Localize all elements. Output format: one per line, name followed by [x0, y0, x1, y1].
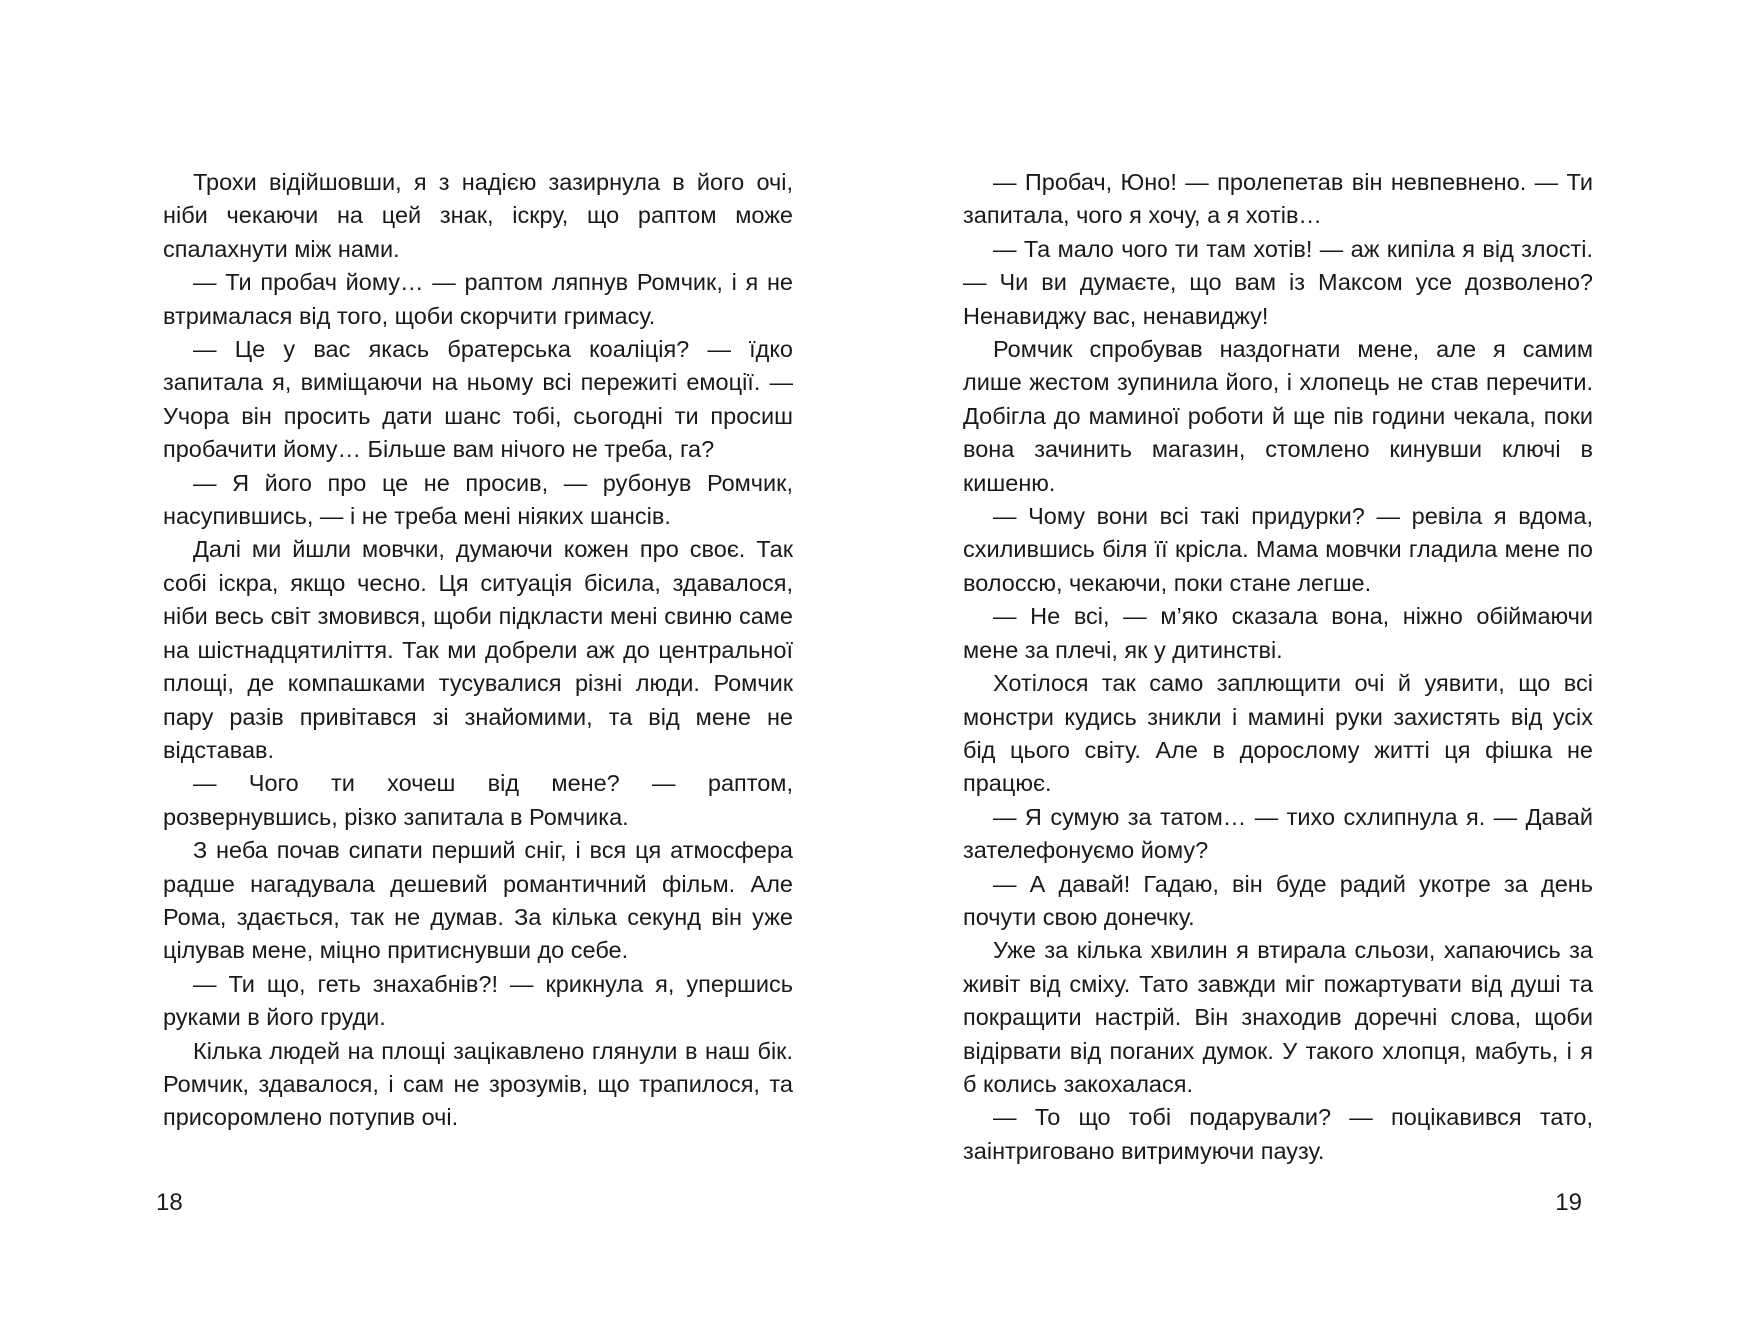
- paragraph: — Не всі, — м’яко сказала вона, ніжно обіймаючи мене за плечі, як у дитинстві.: [963, 603, 1593, 663]
- page-number: 19: [1555, 1189, 1582, 1216]
- left-page-text: [163, 166, 793, 1135]
- paragraph: — Чому вони всі такі придурки? — ревіла я вдома, схилившись біля її крісла. Мама мовчки гладила мене по волоссю, чекаючи, поки стане легше.: [963, 503, 1593, 596]
- paragraph: — Пробач, Юно! — пролепетав він невпевнено. — Ти запитала, чого я хочу, а я хотів…: [963, 169, 1593, 229]
- paragraph: — Ти що, геть знахабнів?! — крикнула я, упершись руками в його груди.: [163, 970, 793, 1031]
- paragraph: З неба почав сипати перший сніг, і вся ця атмосфера радше нагадувала дешевий романтичний фільм. Але Рома, здається, так не думав. За кілька секунд він уже цілував мене, міцно притиснувши до себе.: [163, 837, 793, 964]
- paragraph: — Я сумую за татом… — тихо схлипнула я. — Давай зателефонуємо йому?: [963, 803, 1593, 864]
- paragraph: — Та мало чого ти там хотів! — аж кипіла я від злості. — Чи ви думаєте, що вам із Максом усе дозволено? Ненавиджу вас, ненавиджу!: [963, 235, 1593, 329]
- left-page: [0, 0, 874, 1329]
- paragraph: — Ти пробач йому… — раптом ляпнув Ромчик, і я не втрималася від того, щоби скорчити гримасу.: [163, 269, 793, 329]
- right-page: [875, 0, 1749, 1329]
- paragraph: Уже за кілька хвилин я втирала сльози, хапаючись за живіт від сміху. Тато завжди міг пожартувати від душі та покращити настрій. Він знаходив доречні слова, щоби відірвати від поганих думок. У такого хлопця, мабуть, і я б колись закохалася.: [963, 937, 1593, 1097]
- right-page-text: [963, 166, 1593, 1168]
- paragraph: Ромчик спробував наздогнати мене, але я самим лише жестом зупинила його, і хлопець не став перечити. Добігла до маминої роботи й ще пів години чекала, поки вона зачинить магазин, стомлено кинувши ключі в кишеню.: [963, 336, 1593, 496]
- paragraph: — То що тобі подарували? — поцікавився тато, заінтриговано витримуючи паузу.: [963, 1104, 1593, 1164]
- paragraph: — Я його про це не просив, — рубонув Ромчик, насупившись, — і не треба мені ніяких шансів.: [163, 469, 793, 530]
- paragraph: Далі ми йшли мовчки, думаючи кожен про своє. Так собі іскра, якщо чесно. Ця ситуація бісила, здавалося, ніби весь світ змовився, щоби підкласти мені свиню саме на шістнадцятиліття. Так ми добрели аж до центральної площі, де компашками тусувалися різні люди. Ромчик пару разів привітався зі знайомими, та від мене не відставав.: [163, 536, 793, 763]
- paragraph: — Це у вас якась братерська коаліція? — їдко запитала я, виміщаючи на ньому всі пережиті емоції. — Учора він просить дати шанс тобі, сьогодні ти просиш пробачити йому… Більше вам нічого не треба, га?: [163, 336, 793, 463]
- paragraph: Трохи відійшовши, я з надією зазирнула в його очі, ніби чекаючи на цей знак, іскру, що раптом може спалахнути між нами.: [163, 169, 793, 262]
- paragraph: — Чого ти хочеш від мене? — раптом, розвернувшись, різко запитала в Ромчика.: [163, 770, 793, 830]
- paragraph: Кілька людей на площі зацікавлено глянули в наш бік. Ромчик, здавалося, і сам не зрозумів, що трапилося, та присоромлено потупив очі.: [163, 1037, 793, 1131]
- page-number: 18: [156, 1189, 183, 1216]
- paragraph: Хотілося так само заплющити очі й уявити, що всі монстри кудись зникли і мамині руки захистять від усіх бід цього світу. Але в дорослому житті ця фішка не працює.: [963, 670, 1593, 797]
- paragraph: — А давай! Гадаю, він буде радий укотре за день почути свою донечку.: [963, 870, 1593, 930]
